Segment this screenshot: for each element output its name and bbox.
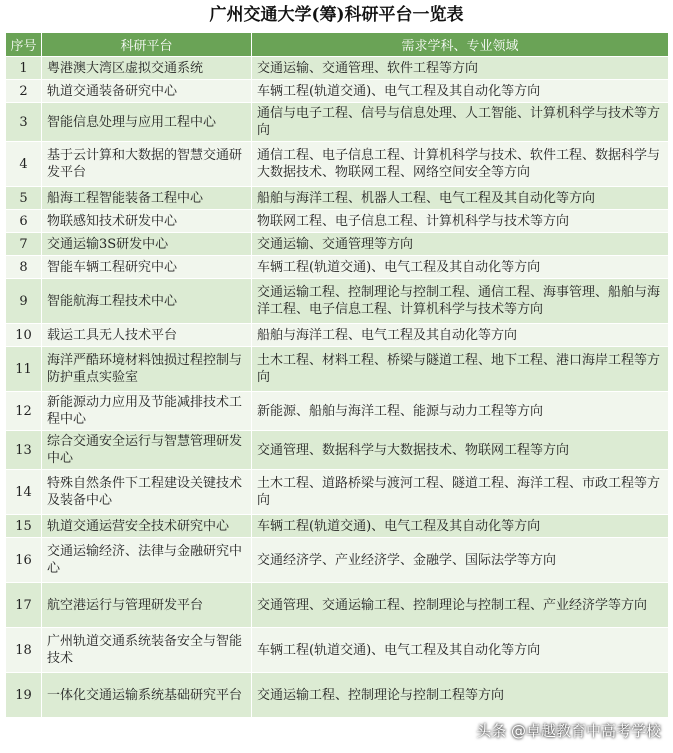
- row-platform: 新能源动力应用及节能减排技术工程中心: [42, 392, 252, 431]
- table-row: [6, 515, 669, 538]
- table-row: [6, 583, 669, 628]
- table-row: [6, 392, 669, 431]
- page-title: 广州交通大学(筹)科研平台一览表: [209, 5, 464, 25]
- row-fields: 通信工程、电子信息工程、计算机科学与技术、软件工程、数据科学与大数据技术、物联网工程、网络空间安全等方向: [252, 142, 669, 187]
- table-row: [6, 628, 669, 673]
- row-fields: 交通运输、交通管理等方向: [252, 233, 669, 256]
- row-fields: 船舶与海洋工程、机器人工程、电气工程及其自动化等方向: [252, 187, 669, 210]
- row-fields: 交通经济学、产业经济学、金融学、国际法学等方向: [252, 538, 669, 583]
- table-row: [6, 142, 669, 187]
- row-platform: 广州轨道交通系统装备安全与智能技术: [42, 628, 252, 673]
- row-fields: 新能源、船舶与海洋工程、能源与动力工程等方向: [252, 392, 669, 431]
- row-num: 8: [6, 256, 42, 279]
- watermark-text: 头条 @卓越教育中高考学校: [476, 722, 661, 740]
- row-num: 18: [6, 628, 42, 673]
- table-header-row: [6, 33, 669, 57]
- table-row: [6, 57, 669, 80]
- table-row: [6, 347, 669, 392]
- row-platform: 船海工程智能装备工程中心: [42, 187, 252, 210]
- row-platform: 交通运输经济、法律与金融研究中心: [42, 538, 252, 583]
- table-row: [6, 470, 669, 515]
- table-row: [6, 431, 669, 470]
- row-fields: 交通运输、交通管理、软件工程等方向: [252, 57, 669, 80]
- row-num: 2: [6, 80, 42, 103]
- table-row: [6, 256, 669, 279]
- platform-table: [5, 32, 669, 718]
- header-fields: 需求学科、专业领域: [252, 33, 669, 57]
- table-row: [6, 80, 669, 103]
- row-platform: 智能车辆工程研究中心: [42, 256, 252, 279]
- row-platform: 载运工具无人技术平台: [42, 324, 252, 347]
- row-fields: 交通运输工程、控制理论与控制工程、通信工程、海事管理、船舶与海洋工程、电子信息工程、计算机科学与技术等方向: [252, 279, 669, 324]
- row-num: 11: [6, 347, 42, 392]
- row-platform: 特殊自然条件下工程建设关键技术及装备中心: [42, 470, 252, 515]
- table-row: [6, 187, 669, 210]
- row-platform: 交通运输3S研发中心: [42, 233, 252, 256]
- table-row: [6, 103, 669, 142]
- row-platform: 一体化交通运输系统基础研究平台: [42, 673, 252, 718]
- table-row: [6, 324, 669, 347]
- row-platform: 智能信息处理与应用工程中心: [42, 103, 252, 142]
- header-platform: 科研平台: [42, 33, 252, 57]
- table-row: [6, 538, 669, 583]
- row-fields: 土木工程、道路桥梁与渡河工程、隧道工程、海洋工程、市政工程等方向: [252, 470, 669, 515]
- row-num: 16: [6, 538, 42, 583]
- row-platform: 轨道交通装备研究中心: [42, 80, 252, 103]
- table-body: [6, 57, 669, 718]
- row-num: 19: [6, 673, 42, 718]
- row-fields: 车辆工程(轨道交通)、电气工程及其自动化等方向: [252, 80, 669, 103]
- table-row: [6, 279, 669, 324]
- row-num: 15: [6, 515, 42, 538]
- row-num: 5: [6, 187, 42, 210]
- row-platform: 海洋严酷环境材料蚀损过程控制与防护重点实验室: [42, 347, 252, 392]
- row-fields: 交通管理、数据科学与大数据技术、物联网工程等方向: [252, 431, 669, 470]
- row-fields: 交通运输工程、控制理论与控制工程等方向: [252, 673, 669, 718]
- row-num: 7: [6, 233, 42, 256]
- row-num: 1: [6, 57, 42, 80]
- row-platform: 航空港运行与管理研发平台: [42, 583, 252, 628]
- row-fields: 通信与电子工程、信号与信息处理、人工智能、计算机科学与技术等方向: [252, 103, 669, 142]
- table-row: [6, 673, 669, 718]
- row-fields: 车辆工程(轨道交通)、电气工程及其自动化等方向: [252, 515, 669, 538]
- table-row: [6, 210, 669, 233]
- row-platform: 智能航海工程技术中心: [42, 279, 252, 324]
- row-platform: 物联感知技术研发中心: [42, 210, 252, 233]
- row-num: 17: [6, 583, 42, 628]
- row-fields: 交通管理、交通运输工程、控制理论与控制工程、产业经济学等方向: [252, 583, 669, 628]
- row-num: 14: [6, 470, 42, 515]
- row-num: 10: [6, 324, 42, 347]
- header-num: 序号: [6, 33, 42, 57]
- row-platform: 粤港澳大湾区虚拟交通系统: [42, 57, 252, 80]
- table-row: [6, 233, 669, 256]
- row-platform: 基于云计算和大数据的智慧交通研发平台: [42, 142, 252, 187]
- row-num: 12: [6, 392, 42, 431]
- row-num: 6: [6, 210, 42, 233]
- row-num: 13: [6, 431, 42, 470]
- row-num: 4: [6, 142, 42, 187]
- row-fields: 船舶与海洋工程、电气工程及其自动化等方向: [252, 324, 669, 347]
- row-platform: 轨道交通运营安全技术研究中心: [42, 515, 252, 538]
- row-num: 3: [6, 103, 42, 142]
- watermark: [476, 720, 661, 741]
- row-fields: 土木工程、材料工程、桥梁与隧道工程、地下工程、港口海岸工程等方向: [252, 347, 669, 392]
- row-fields: 车辆工程(轨道交通)、电气工程及其自动化等方向: [252, 628, 669, 673]
- row-num: 9: [6, 279, 42, 324]
- row-platform: 综合交通安全运行与智慧管理研发中心: [42, 431, 252, 470]
- row-fields: 物联网工程、电子信息工程、计算机科学与技术等方向: [252, 210, 669, 233]
- row-fields: 车辆工程(轨道交通)、电气工程及其自动化等方向: [252, 256, 669, 279]
